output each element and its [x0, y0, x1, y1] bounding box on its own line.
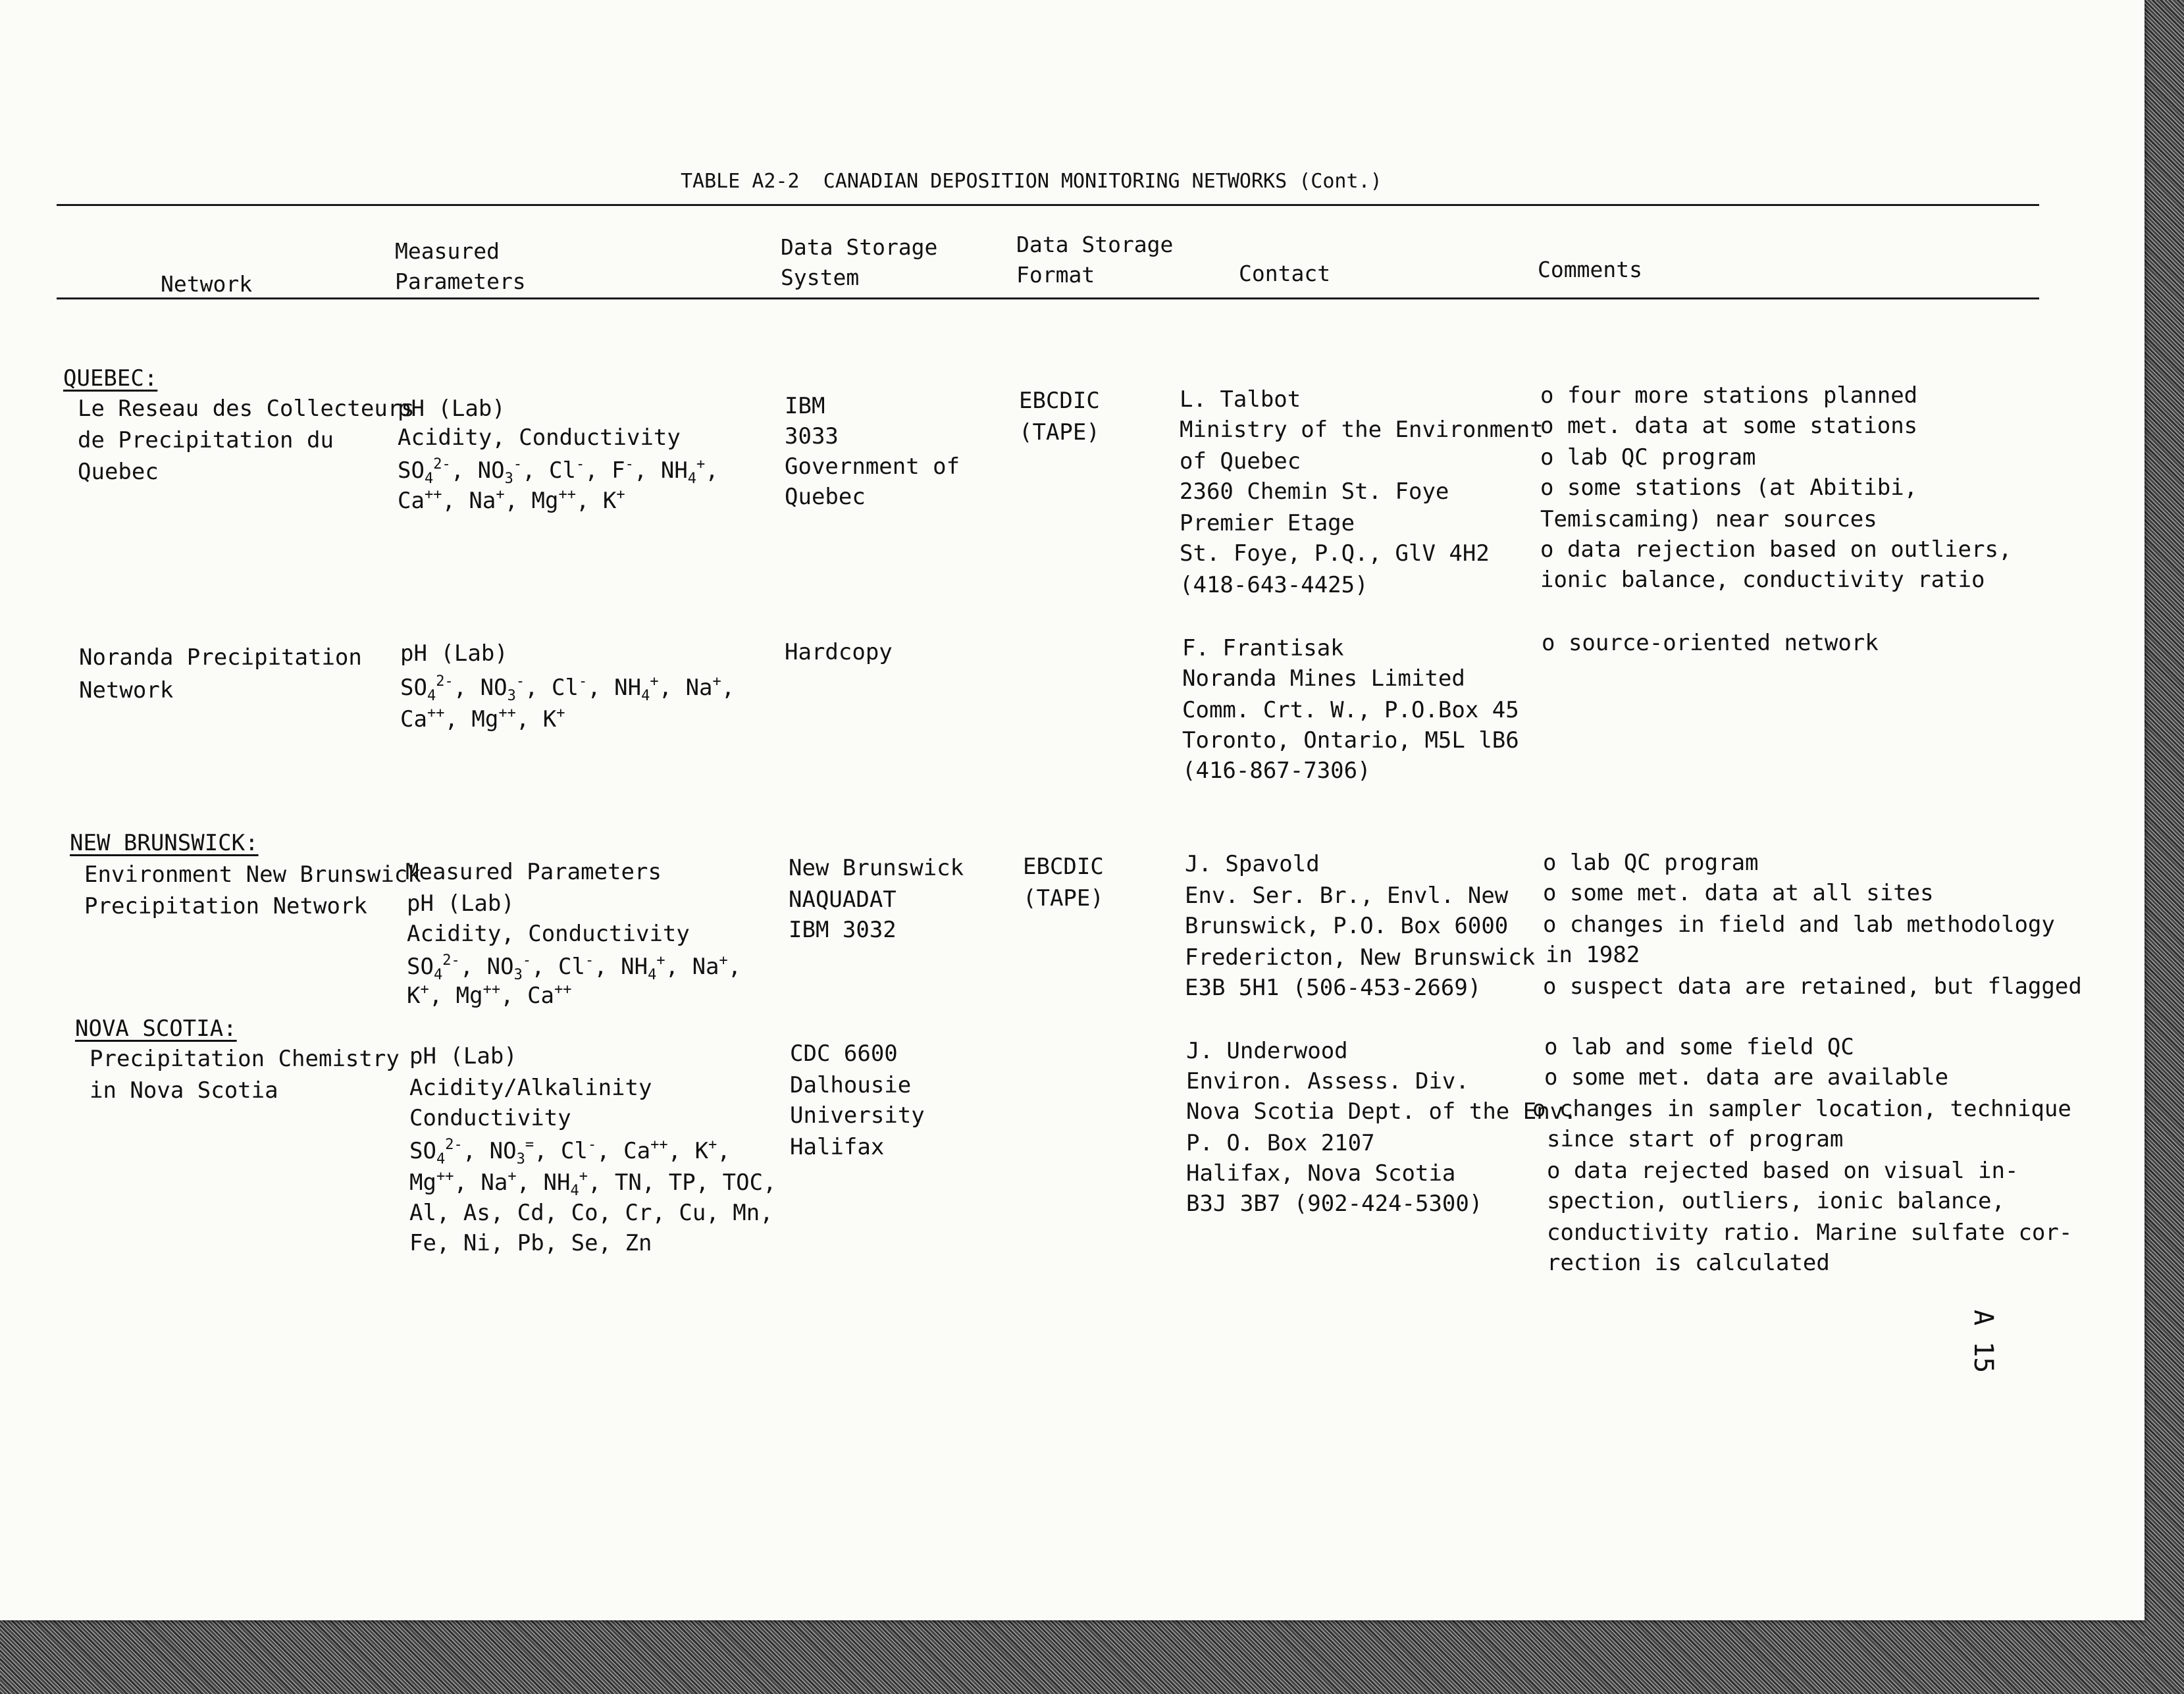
comment-line: conductivity ratio. Marine sulfate cor-: [1547, 1219, 2073, 1246]
comment-line: o some met. data are available: [1544, 1064, 1949, 1091]
measured-param: Acidity/Alkalinity: [409, 1075, 652, 1101]
network-name: de Precipitation du: [78, 427, 334, 453]
storage-format: (TAPE): [1019, 419, 1100, 446]
header-storage-system-line2: System: [781, 265, 860, 290]
comment-line: in 1982: [1546, 942, 1640, 968]
storage-system: Hardcopy: [785, 639, 893, 665]
measured-param: Al, As, Cd, Co, Cr, Cu, Mn,: [409, 1200, 773, 1226]
contact-line: Toronto, Ontario, M5L lB6: [1182, 727, 1519, 754]
measured-param: Acidity, Conductivity: [398, 424, 681, 451]
comment-line: o met. data at some stations: [1540, 413, 1918, 439]
comment-line: o suspect data are retained, but flagged: [1543, 973, 2082, 1000]
storage-system: NAQUADAT: [789, 886, 897, 913]
measured-param: Acidity, Conductivity: [407, 921, 690, 947]
comment-line: o lab QC program: [1540, 444, 1756, 471]
measured-param: Conductivity: [409, 1105, 571, 1131]
storage-format: (TAPE): [1023, 885, 1104, 911]
network-name: Le Reseau des Collecteurs: [78, 396, 415, 422]
storage-system: IBM 3032: [789, 917, 897, 943]
contact-line: Premier Etage: [1180, 510, 1355, 536]
header-network: Network: [161, 271, 253, 297]
comment-line: o some stations (at Abitibi,: [1540, 475, 1918, 501]
comment-line: Temiscaming) near sources: [1540, 506, 1877, 532]
measured-param-chemistry: Ca++, Na+, Mg++, K+: [398, 486, 625, 514]
measured-param-chemistry: Mg++, Na+, $NH_4^+$, TN, TP, TOC,: [409, 1168, 777, 1199]
storage-system: Halifax: [790, 1134, 885, 1160]
comment-line: since start of program: [1547, 1126, 1844, 1152]
comment-line: ionic balance, conductivity ratio: [1540, 567, 1985, 593]
network-name: Network: [79, 677, 174, 704]
storage-system: 3033: [785, 423, 839, 449]
measured-param-chemistry: $SO_4^{2-}$, $NO_3^-$, Cl-, $NH_4^+$, Na+,: [400, 673, 735, 704]
contact-line: (418-643-4425): [1180, 572, 1368, 598]
storage-system: Quebec: [785, 484, 866, 510]
contact-line: L. Talbot: [1180, 386, 1301, 413]
comment-line: o source-oriented network: [1542, 630, 1879, 656]
storage-format: EBCDIC: [1023, 854, 1104, 880]
contact-line: E3B 5H1 (506-453-2669): [1185, 975, 1482, 1001]
storage-system: Dalhousie: [790, 1072, 912, 1098]
storage-system: New Brunswick: [789, 855, 964, 881]
network-name: Noranda Precipitation: [79, 644, 362, 671]
measured-param: pH (Lab): [398, 396, 506, 422]
contact-line: 2360 Chemin St. Foye: [1180, 478, 1449, 505]
network-name: Environment New Brunswick: [84, 861, 421, 888]
comment-line: o changes in field and lab methodology: [1543, 911, 2055, 938]
measured-param: Fe, Ni, Pb, Se, Zn: [409, 1230, 652, 1256]
storage-system: University: [790, 1102, 925, 1129]
header-contact: Contact: [1239, 261, 1331, 286]
storage-system: Government of: [785, 453, 960, 480]
measured-param-chemistry: K+, Mg++, Ca++: [407, 981, 572, 1009]
measured-param: pH (Lab): [409, 1043, 517, 1069]
contact-line: Comm. Crt. W., P.O.Box 45: [1182, 697, 1519, 723]
contact-line: (416-867-7306): [1182, 757, 1371, 784]
contact-line: P. O. Box 2107: [1186, 1130, 1375, 1156]
header-bottom-rule: [57, 297, 2039, 299]
header-measured-line1: Measured: [395, 238, 500, 264]
header-top-rule: [57, 204, 2039, 206]
storage-format: EBCDIC: [1019, 388, 1100, 414]
contact-line: Env. Ser. Br., Envl. New: [1185, 883, 1509, 909]
contact-line: J. Underwood: [1186, 1038, 1348, 1064]
comment-line: spection, outliers, ionic balance,: [1547, 1188, 2005, 1214]
contact-line: J. Spavold: [1185, 851, 1320, 877]
contact-line: St. Foye, P.Q., GlV 4H2: [1180, 540, 1490, 567]
table-title: TABLE A2-2 CANADIAN DEPOSITION MONITORING NETWORKS (Cont.): [681, 170, 1382, 193]
comment-line: o data rejected based on visual in-: [1547, 1158, 2019, 1184]
network-name: Precipitation Network: [84, 893, 367, 919]
comment-line: o data rejection based on outliers,: [1540, 536, 2012, 563]
section-nova-scotia: NOVA SCOTIA:: [75, 1015, 237, 1042]
comment-line: o lab QC program: [1543, 850, 1759, 876]
contact-line: of Quebec: [1180, 448, 1301, 475]
network-name: Quebec: [78, 459, 159, 485]
measured-param: pH (Lab): [400, 640, 508, 667]
measured-param: Measured Parameters: [405, 859, 662, 885]
storage-system: CDC 6600: [790, 1040, 898, 1067]
network-name: in Nova Scotia: [90, 1077, 278, 1104]
network-name: Precipitation Chemistry: [90, 1046, 400, 1072]
comment-line: rection is calculated: [1547, 1250, 1830, 1276]
contact-line: F. Frantisak: [1182, 635, 1344, 661]
header-storage-format-line2: Format: [1016, 262, 1095, 288]
measured-param-chemistry: $SO_4^{2-}$, $NO_3^=$, Cl-, Ca++, K+,: [409, 1137, 731, 1168]
header-storage-format-line1: Data Storage: [1016, 232, 1174, 257]
measured-param-chemistry: $SO_4^{2-}$, $NO_3^-$, Cl-, $NH_4^+$, Na+,: [407, 952, 742, 983]
contact-line: Noranda Mines Limited: [1182, 665, 1465, 692]
comment-line: o changes in sampler location, technique: [1532, 1096, 2071, 1122]
scan-edge-bottom: [0, 1620, 2184, 1694]
scan-edge-right: [2145, 0, 2184, 1694]
contact-line: B3J 3B7 (902-424-5300): [1186, 1191, 1483, 1217]
comment-line: o some met. data at all sites: [1543, 880, 1934, 906]
contact-line: Fredericton, New Brunswick: [1185, 944, 1536, 971]
contact-line: Environ. Assess. Div.: [1186, 1068, 1469, 1094]
header-measured-line2: Parameters: [395, 269, 526, 294]
measured-param: pH (Lab): [407, 890, 515, 917]
contact-line: Nova Scotia Dept. of the Env.: [1186, 1098, 1577, 1125]
header-storage-system-line1: Data Storage: [781, 234, 938, 260]
page-number: A 15: [1968, 1310, 1998, 1373]
comment-line: o lab and some field QC: [1544, 1034, 1854, 1060]
comment-line: o four more stations planned: [1540, 382, 1918, 409]
section-new-brunswick: NEW BRUNSWICK:: [70, 830, 259, 856]
contact-line: Halifax, Nova Scotia: [1186, 1160, 1456, 1187]
contact-line: Brunswick, P.O. Box 6000: [1185, 913, 1509, 939]
contact-line: Ministry of the Environment: [1180, 417, 1544, 443]
storage-system: IBM: [785, 393, 825, 419]
measured-param-chemistry: $SO_4^{2-}$, $NO_3^-$, Cl-, F-, $NH_4^+$,: [398, 456, 719, 487]
measured-param-chemistry: Ca++, Mg++, K+: [400, 705, 565, 732]
section-quebec: QUEBEC:: [63, 365, 158, 392]
header-comments: Comments: [1538, 257, 1642, 282]
